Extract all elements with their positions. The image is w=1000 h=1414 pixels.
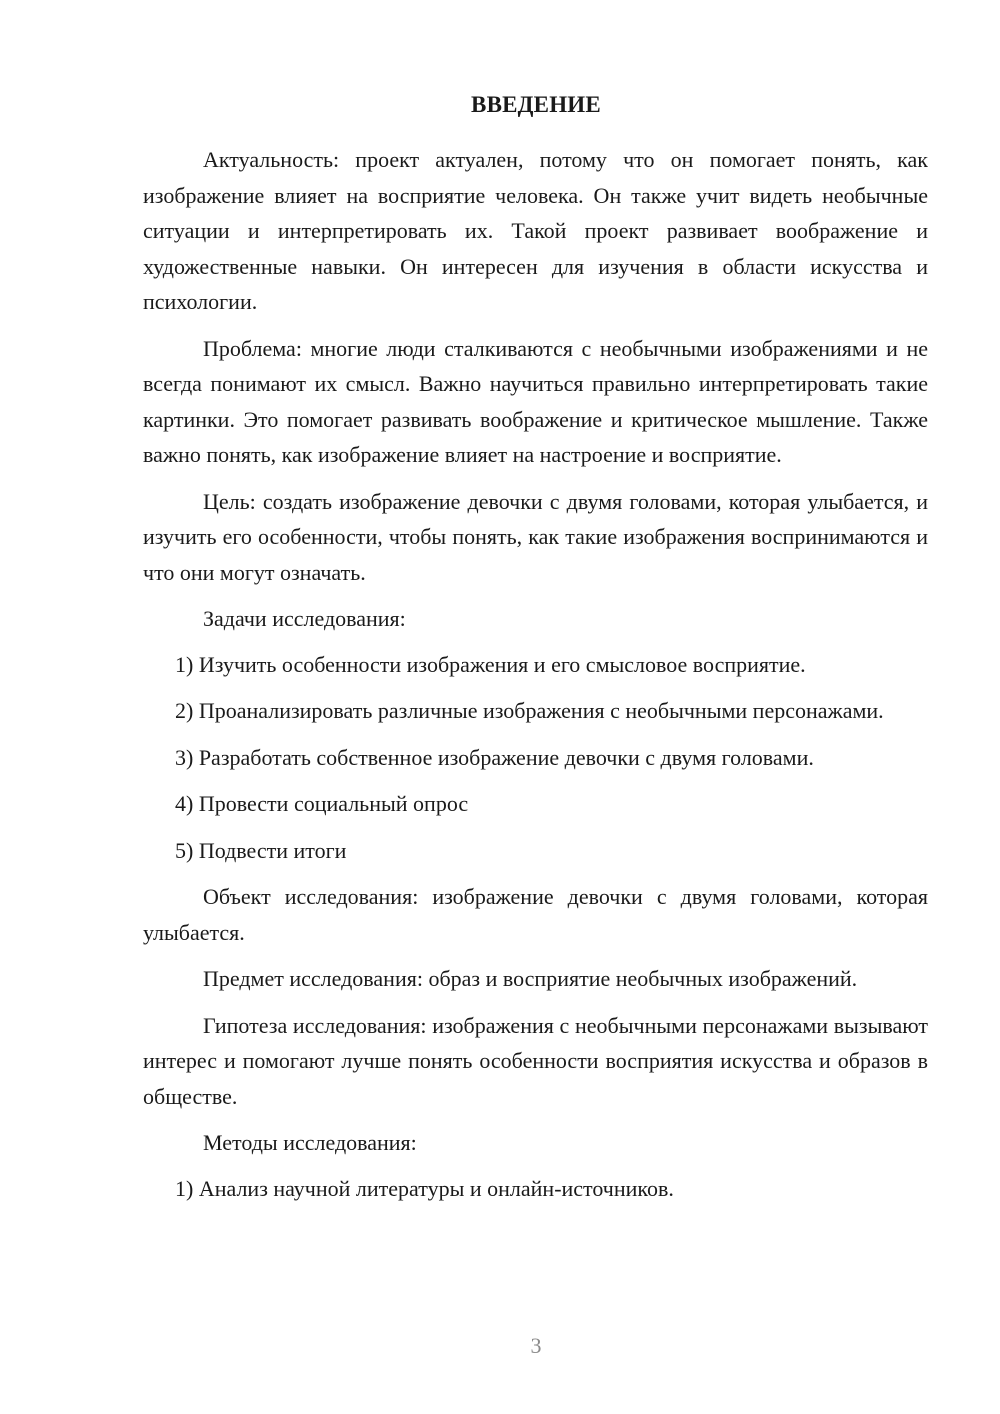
page-number: 3 xyxy=(530,1333,542,1358)
method-item-1: 1) Анализ научной литературы и онлайн-источников. xyxy=(175,1175,674,1201)
body-text xyxy=(143,142,928,1217)
task-item-5: 5) Подвести итоги xyxy=(175,837,347,863)
problem-paragraph: Проблема: многие люди сталкиваются с необычными изображениями и не всегда понимают их смысл. Важно научиться правильно интерпретировать такие картинки. Это помогает развивать воображение и критическое мышление. Также важно понять, как изображение влияет на настроение и восприятие. xyxy=(143,335,928,467)
methods-heading: Методы исследования: xyxy=(203,1130,417,1155)
relevance-paragraph: Актуальность: проект актуален, потому что он помогает понять, как изображение влияет на восприятие человека. Он также учит видеть необычные ситуации и интерпретировать их. Такой проект развивает воображение и художественные навыки. Он интересен для изучения в области искусства и психологии. xyxy=(143,147,928,314)
goal-paragraph: Цель: создать изображение девочки с двумя головами, которая улыбается, и изучить его особенности, чтобы понять, как такие изображения воспринимаются и что они могут означать. xyxy=(143,488,928,585)
object-paragraph: Объект исследования: изображение девочки с двумя головами, которая улыбается. xyxy=(143,884,928,945)
section-title: ВВЕДЕНИЕ xyxy=(471,92,601,117)
task-item-4: 4) Провести социальный опрос xyxy=(175,791,469,816)
subject-paragraph: Предмет исследования: образ и восприятие необычных изображений. xyxy=(203,966,858,991)
task-item-1: 1) Изучить особенности изображения и его смысловое восприятие. xyxy=(175,651,806,677)
task-item-3: 3) Разработать собственное изображение девочки с двумя головами. xyxy=(175,744,814,770)
task-item-2: 2) Проанализировать различные изображения с необычными персонажами. xyxy=(175,698,884,723)
tasks-heading: Задачи исследования: xyxy=(203,606,406,631)
hypothesis-paragraph: Гипотеза исследования: изображения с необычными персонажами вызывают интерес и помогают лучше понять особенности восприятия искусства и образов в обществе. xyxy=(143,1012,928,1109)
